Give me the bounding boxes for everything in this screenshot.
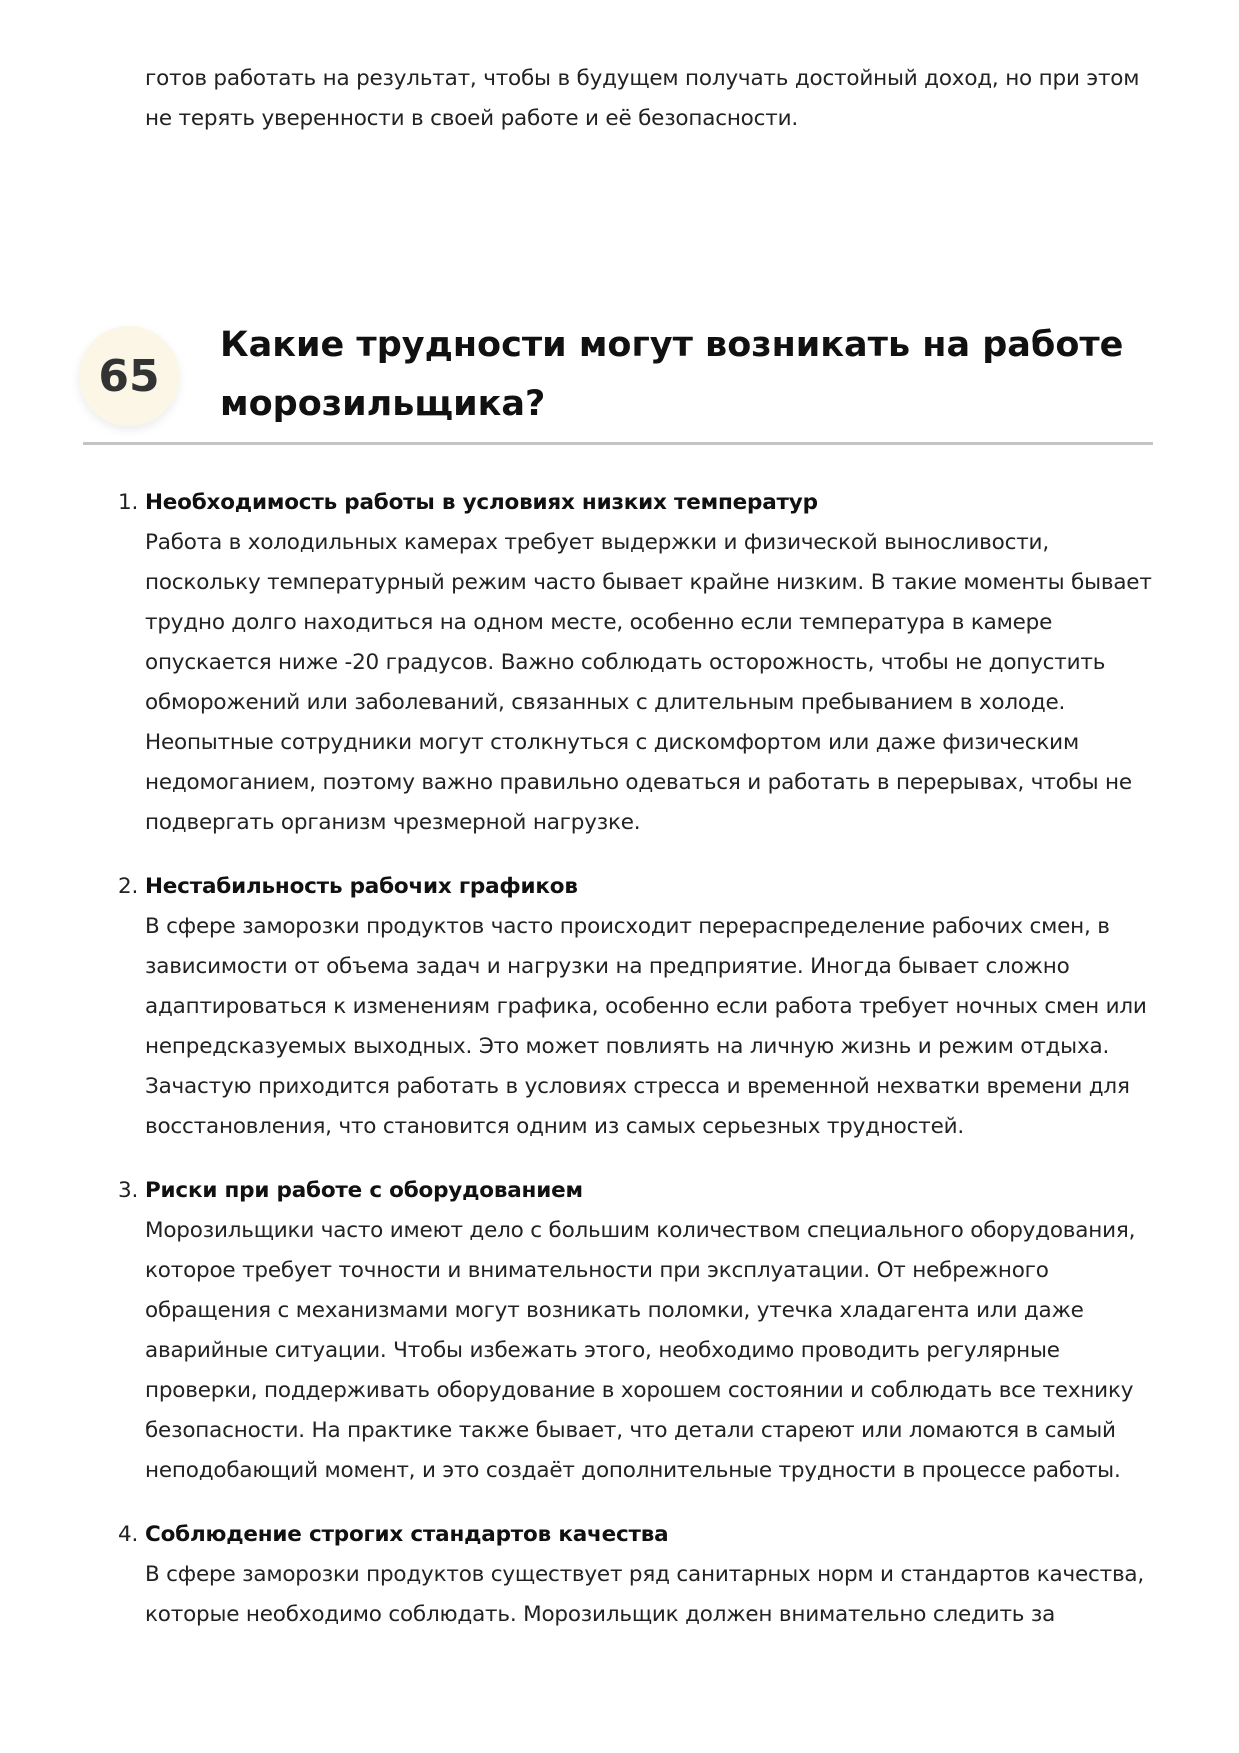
intro-paragraph: готов работать на результат, чтобы в будущем получать достойный доход, но при этом не терять уверенности в своей работе и её безопасности.	[145, 66, 1140, 131]
item-text: В сфере заморозки продуктов существует ряд санитарных норм и стандартов качества, которые необходимо соблюдать. Морозильщик должен внимательно следить за	[145, 1562, 1145, 1627]
list-item	[118, 483, 1160, 843]
item-text: Работа в холодильных камерах требует выдержки и физической выносливости, поскольку температурный режим часто бывает крайне низким. В такие моменты бывает трудно долго находиться на одном месте, особенно если температура в камере опускается ниже -20 градусов. Важно соблюдать осторожность, чтобы не допустить обморожений или заболеваний, связанных с длительным пребыванием в холоде. Неопытные сотрудники могут столкнуться с дискомфортом или даже физическим недомоганием, поэтому важно правильно одеваться и работать в перерывах, чтобы не подвергать организм чрезмерной нагрузке.	[145, 530, 1152, 835]
item-number: 3.	[118, 1178, 139, 1203]
divider	[83, 442, 1153, 445]
item-title: Нестабильность рабочих графиков	[145, 874, 578, 899]
item-title: Риски при работе с оборудованием	[145, 1178, 583, 1203]
difficulties-list	[118, 483, 1160, 1659]
item-title: Необходимость работы в условиях низких температур	[145, 490, 818, 515]
list-item	[118, 1171, 1160, 1491]
list-item	[118, 867, 1160, 1147]
item-text: Морозильщики часто имеют дело с большим количеством специального оборудования, которое требует точности и внимательности при эксплуатации. От небрежного обращения с механизмами могут возникать поломки, утечка хладагента или даже аварийные ситуации. Чтобы избежать этого, необходимо проводить регулярные проверки, поддерживать оборудование в хорошем состоянии и соблюдать все технику безопасности. На практике также бывает, что детали стареют или ломаются в самый неподобающий момент, и это создаёт дополнительные трудности в процессе работы.	[145, 1218, 1136, 1483]
item-number: 1.	[118, 490, 139, 515]
item-title: Соблюдение строгих стандартов качества	[145, 1522, 669, 1547]
section-title: Какие трудности могут возникать на работе морозильщика?	[220, 325, 1124, 424]
item-number: 2.	[118, 874, 139, 899]
section-number-badge: 65	[79, 326, 179, 426]
item-number: 4.	[118, 1522, 139, 1547]
item-text: В сфере заморозки продуктов часто происходит перераспределение рабочих смен, в зависимости от объема задач и нагрузки на предприятие. Иногда бывает сложно адаптироваться к изменениям графика, особенно если работа требует ночных смен или непредсказуемых выходных. Это может повлиять на личную жизнь и режим отдыха. Зачастую приходится работать в условиях стресса и временной нехватки времени для восстановления, что становится одним из самых серьезных трудностей.	[145, 914, 1147, 1139]
list-item	[118, 1515, 1160, 1635]
